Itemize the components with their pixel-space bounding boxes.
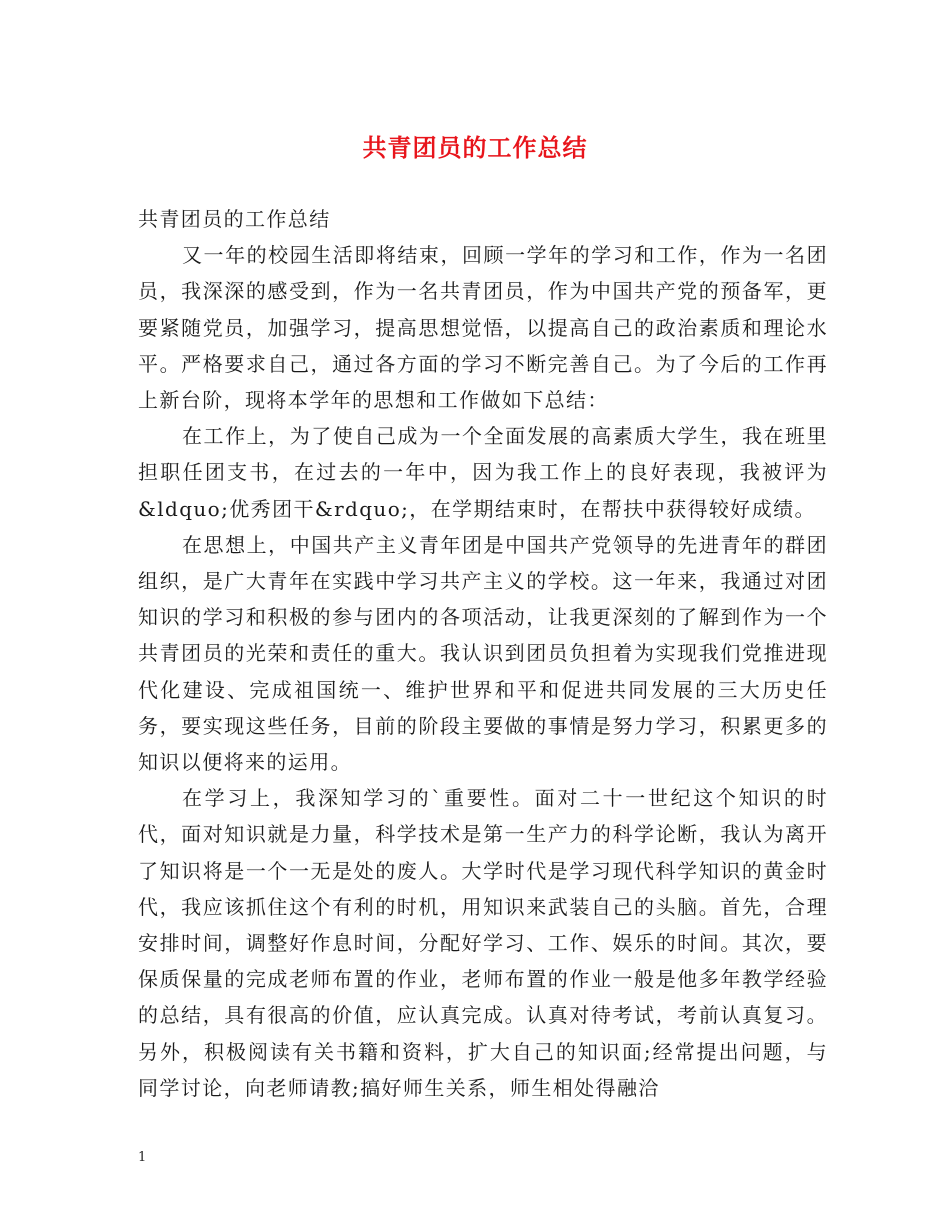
body-heading: 共青团员的工作总结: [138, 207, 331, 231]
document-body: [138, 201, 828, 1106]
paragraph-study: 在学习上，我深知学习的`重要性。面对二十一世纪这个知识的时代，面对知识就是力量，科学技术是第一生产力的科学论断，我认为离开了知识将是一个一无是处的废人。大学时代是学习现代科学知识的黄金时代，我应该抓住这个有利的时机，用知识来武装自己的头脑。首先，合理安排时间，调整好作息时间，分配好学习、工作、娱乐的时间。其次，要保质保量的完成老师布置的作业，老师布置的作业一般是他多年教学经验的总结，具有很高的价值，应认真完成。认真对待考试，考前认真复习。另外，积极阅读有关书籍和资料，扩大自己的知识面;经常提出问题，与同学讨论，向老师请教;搞好师生关系，师生相处得融洽: [138, 786, 828, 1100]
paragraph-intro: 又一年的校园生活即将结束，回顾一学年的学习和工作，作为一名团员，我深深的感受到，作为一名共青团员，作为中国共产党的预备军，更要紧随党员，加强学习，提高思想觉悟，以提高自己的政治素质和理论水平。严格要求自己，通过各方面的学习不断完善自己。为了今后的工作再上新台阶，现将本学年的思想和工作做如下总结：: [138, 243, 828, 413]
page-title: 共青团员的工作总结: [362, 134, 588, 162]
paragraph-work: 在工作上，为了使自己成为一个全面发展的高素质大学生，我在班里担职任团支书，在过去的一年中，因为我工作上的良好表现，我被评为&ldquo;优秀团干&rdquo;，在学期结束时，在帮扶中获得较好成绩。: [138, 424, 828, 521]
paragraph-thought: 在思想上，中国共产主义青年团是中国共产党领导的先进青年的群团组织，是广大青年在实践中学习共产主义的学校。这一年来，我通过对团知识的学习和积极的参与团内的各项活动，让我更深刻的了解到作为一个共青团员的光荣和责任的重大。我认识到团员负担着为实现我们党推进现代化建设、完成祖国统一、维护世界和平和促进共同发展的三大历史任务，要实现这些任务，目前的阶段主要做的事情是努力学习，积累更多的知识以便将来的运用。: [138, 532, 828, 775]
page-number: 1: [138, 1150, 147, 1165]
